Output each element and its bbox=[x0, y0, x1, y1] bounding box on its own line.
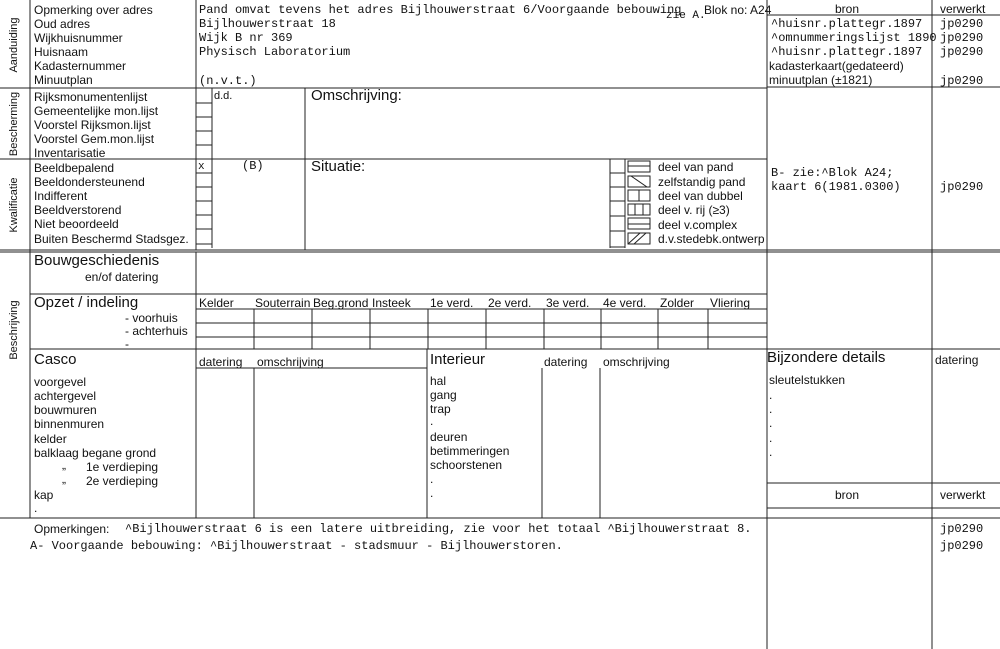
interieur-item-dot-2: . bbox=[430, 472, 434, 486]
label-dash: - bbox=[125, 337, 129, 351]
verwerkt-row-2: jp0290 bbox=[940, 31, 984, 45]
interieur-item-dot-1: . bbox=[430, 414, 434, 428]
label-en-of-datering: en/of datering bbox=[85, 270, 159, 284]
opmerkingen-verwerkt-2: jp0290 bbox=[940, 539, 984, 553]
label-buiten-beschermd: Buiten Beschermd Stadsgez. bbox=[34, 232, 189, 246]
casco-datering-header: datering bbox=[199, 355, 243, 369]
label-voorstel-rijksmon-lijst: Voorstel Rijksmon.lijst bbox=[34, 118, 151, 132]
casco-item-dot: . bbox=[34, 501, 38, 515]
casco-item-achtergevel: achtergevel bbox=[34, 389, 97, 403]
value-opmerking-adres: Pand omvat tevens het adres Bijlhouwerstraat 6/Voorgaande bebouwing bbox=[199, 3, 682, 17]
interieur-item-deuren: deuren bbox=[430, 430, 468, 444]
floor-beg-grond: Beg.grond bbox=[313, 296, 369, 310]
bron-header: bron bbox=[835, 2, 860, 16]
section-label-bescherming: Bescherming bbox=[8, 91, 20, 157]
bijz-datering-header: datering bbox=[935, 353, 979, 367]
bron-row-4: kadasterkaart(gedateerd) bbox=[769, 59, 904, 73]
value-wijkhuisnummer: Wijk B nr 369 bbox=[199, 31, 293, 45]
section-label-beschrijving: Beschrijving bbox=[8, 300, 20, 360]
label-inventarisatie: Inventarisatie bbox=[34, 146, 106, 160]
value-minuutplan: (n.v.t.) bbox=[199, 74, 257, 88]
label-achterhuis: - achterhuis bbox=[125, 324, 188, 338]
label-omschrijving: Omschrijving: bbox=[311, 87, 402, 104]
bijz-item-dot-2: . bbox=[769, 402, 773, 416]
casco-quote-2: „ bbox=[62, 472, 66, 486]
bron-row-2: ^omnummeringslijst 1890 bbox=[771, 31, 937, 45]
floor-1e-verd: 1e verd. bbox=[430, 296, 474, 310]
bijz-item-dot-5: . bbox=[769, 445, 773, 459]
situatie-option-deel-v-complex[interactable]: deel v.complex bbox=[658, 218, 738, 232]
bijz-bron-header: bron bbox=[835, 488, 860, 502]
interieur-item-dot-3: . bbox=[430, 486, 434, 500]
floor-insteek: Insteek bbox=[372, 296, 411, 310]
kwalificatie-code: (B) bbox=[242, 159, 264, 173]
casco-item-balklaag: balklaag begane grond bbox=[34, 446, 157, 460]
label-kadasternummer: Kadasternummer bbox=[34, 59, 127, 73]
interieur-item-hal: hal bbox=[430, 374, 447, 388]
label-voorhuis: - voorhuis bbox=[125, 311, 178, 325]
interieur-omschrijving-header: omschrijving bbox=[603, 355, 670, 369]
bijz-item-dot-3: . bbox=[769, 416, 773, 430]
casco-item-binnenmuren: binnenmuren bbox=[34, 417, 105, 431]
casco-item-2e-verdieping: 2e verdieping bbox=[86, 474, 159, 488]
label-voorstel-gem-mon-lijst: Voorstel Gem.mon.lijst bbox=[34, 132, 155, 146]
label-bouwgeschiedenis: Bouwgeschiedenis bbox=[34, 252, 160, 269]
casco-item-bouwmuren: bouwmuren bbox=[34, 403, 97, 417]
situatie-option-stedebk-ontwerp[interactable]: d.v.stedebk.ontwerp bbox=[658, 232, 765, 246]
label-gemeentelijke-mon-lijst: Gemeentelijke mon.lijst bbox=[34, 104, 159, 118]
bron-row-5: minuutplan (±1821) bbox=[769, 73, 873, 87]
section-label-kwalificatie: Kwalificatie bbox=[8, 177, 20, 233]
casco-item-voorgevel: voorgevel bbox=[34, 375, 87, 389]
value-huisnaam: Physisch Laboratorium bbox=[199, 45, 351, 59]
interieur-item-betimmeringen: betimmeringen bbox=[430, 444, 510, 458]
label-rijksmonumentenlijst: Rijksmonumentenlijst bbox=[34, 90, 148, 104]
floor-kelder: Kelder bbox=[199, 296, 234, 310]
interieur-item-trap: trap bbox=[430, 402, 451, 416]
label-casco: Casco bbox=[34, 351, 77, 368]
opmerkingen-verwerkt-1: jp0290 bbox=[940, 522, 984, 536]
situatie-option-deel-v-rij[interactable]: deel v. rij (≥3) bbox=[658, 203, 730, 217]
casco-item-kelder: kelder bbox=[34, 432, 67, 446]
opmerkingen-line-2: A- Voorgaande bebouwing: ^Bijlhouwerstraat - stadsmuur - Bijlhouwerstoren. bbox=[30, 539, 563, 553]
bron-row-1: ^huisnr.plattegr.1897 bbox=[771, 17, 923, 31]
label-niet-beoordeeld: Niet beoordeeld bbox=[34, 217, 119, 231]
section-label-aanduiding: Aanduiding bbox=[8, 17, 20, 73]
casco-quote-1: „ bbox=[62, 458, 66, 472]
label-interieur: Interieur bbox=[430, 351, 486, 368]
opmerkingen-line-1: ^Bijlhouwerstraat 6 is een latere uitbreiding, zie voor het totaal ^Bijlhouwerstraat 8. bbox=[125, 522, 752, 536]
situatie-option-deel-van-pand[interactable]: deel van pand bbox=[658, 160, 734, 174]
label-dd: d.d. bbox=[214, 90, 233, 102]
situatie-option-deel-van-dubbel[interactable]: deel van dubbel bbox=[658, 189, 743, 203]
label-opmerking-adres: Opmerking over adres bbox=[34, 3, 153, 17]
interieur-datering-header: datering bbox=[544, 355, 588, 369]
label-huisnaam: Huisnaam bbox=[34, 45, 89, 59]
floor-3e-verd: 3e verd. bbox=[546, 296, 590, 310]
casco-omschrijving-header: omschrijving bbox=[257, 355, 324, 369]
label-beeldbepalend: Beeldbepalend bbox=[34, 161, 115, 175]
beeldbepalend-checkbox-mark[interactable]: x bbox=[198, 161, 205, 173]
bron-row-3: ^huisnr.plattegr.1897 bbox=[771, 45, 923, 59]
interieur-item-gang: gang bbox=[430, 388, 457, 402]
floor-vliering: Vliering bbox=[710, 296, 751, 310]
floor-zolder: Zolder bbox=[660, 296, 695, 310]
value-zie: zie A. bbox=[666, 10, 706, 22]
value-blok: Blok no: A24 bbox=[704, 3, 772, 17]
verwerkt-row-5: jp0290 bbox=[940, 74, 984, 88]
label-bijzondere-details: Bijzondere details bbox=[767, 349, 886, 366]
bijz-item-dot-1: . bbox=[769, 388, 773, 402]
situatie-option-zelfstandig-pand[interactable]: zelfstandig pand bbox=[658, 175, 746, 189]
label-opmerkingen: Opmerkingen: bbox=[34, 522, 110, 536]
bijz-verwerkt-header: verwerkt bbox=[940, 488, 986, 502]
verwerkt-row-3: jp0290 bbox=[940, 45, 984, 59]
label-opzet-indeling: Opzet / indeling bbox=[34, 294, 139, 311]
floor-2e-verd: 2e verd. bbox=[488, 296, 532, 310]
label-oud-adres: Oud adres bbox=[34, 17, 91, 31]
bijz-item-sleutelstukken: sleutelstukken bbox=[769, 373, 846, 387]
kwalificatie-bron-note-1: B- zie:^Blok A24; bbox=[771, 166, 894, 180]
value-oud-adres: Bijlhouwerstraat 18 bbox=[199, 17, 336, 31]
kwalificatie-verwerkt: jp0290 bbox=[940, 180, 984, 194]
floor-souterrain: Souterrain bbox=[255, 296, 311, 310]
verwerkt-header: verwerkt bbox=[940, 2, 986, 16]
label-minuutplan: Minuutplan bbox=[34, 73, 93, 87]
interieur-item-schoorstenen: schoorstenen bbox=[430, 458, 503, 472]
casco-item-kap: kap bbox=[34, 488, 54, 502]
label-situatie: Situatie: bbox=[311, 158, 366, 175]
label-indifferent: Indifferent bbox=[34, 189, 88, 203]
floor-4e-verd: 4e verd. bbox=[603, 296, 647, 310]
label-beeldverstorend: Beeldverstorend bbox=[34, 203, 122, 217]
label-wijkhuisnummer: Wijkhuisnummer bbox=[34, 31, 123, 45]
label-beeldondersteunend: Beeldondersteunend bbox=[34, 175, 145, 189]
bijz-item-dot-4: . bbox=[769, 431, 773, 445]
casco-item-1e-verdieping: 1e verdieping bbox=[86, 460, 159, 474]
kwalificatie-bron-note-2: kaart 6(1981.0300) bbox=[771, 180, 901, 194]
verwerkt-row-1: jp0290 bbox=[940, 17, 984, 31]
